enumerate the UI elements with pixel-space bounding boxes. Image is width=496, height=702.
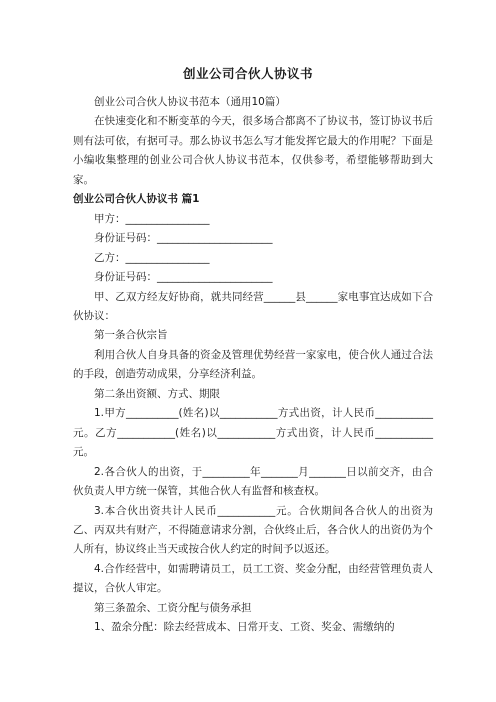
article-2-clause-2: 2.各合伙人的出资，于_________年_______月_______日以前交齐，由合伙负责人甲方统一保管，其他合伙人有监督和核查权。 <box>73 465 433 498</box>
document-title: 创业公司合伙人协议书 <box>182 66 313 81</box>
article-1-body: 利用合伙人自身具备的资金及管理优势经营一家家电，使合伙人通过合法的手段，创造劳动成果，分享经济利益。 <box>73 348 433 381</box>
party-b-line: 乙方：________________ <box>94 251 210 264</box>
party-a-id-line: 身份证号码：______________________ <box>94 232 273 245</box>
article-3-title: 第三条盈余、工资分配与债务承担 <box>94 601 252 614</box>
article-2-title: 第二条出资额、方式、期限 <box>94 387 220 400</box>
article-2-clause-4: 4.合作经营中，如需聘请员工，员工工资、奖金分配，由经营管理负责人提议，合伙人审定。 <box>73 562 433 595</box>
party-a-line: 甲方：________________ <box>94 212 210 225</box>
article-2-clause-3: 3.本合伙出资共计人民币___________元。合伙期间各合伙人的出资为乙、丙双共有财产，不得随意请求分割，合伙终止后，各合伙人的出资仍为个人所有，协议终止当天或按合伙人约定的时间予以返还。 <box>73 504 433 556</box>
article-3-clause-1: 1、盈余分配：除去经营成本、日常开支、工资、奖金、需缴纳的 <box>94 621 395 634</box>
paragraph-agreement: 甲、乙双方经友好协商，就共同经营______县______家电事宜达成如下合伙协议： <box>73 290 433 322</box>
article-2-clause-1: 1.甲方__________(姓名)以___________方式出资，计人民币___________元。乙方___________(姓名)以___________方式出资，计人民币___________元。 <box>73 407 433 459</box>
article-1-title: 第一条合伙宗旨 <box>94 329 168 342</box>
document-body <box>73 93 433 638</box>
section-heading: 创业公司合伙人协议书 篇1 <box>73 193 200 206</box>
party-b-id-line: 身份证号码：______________________ <box>94 271 273 284</box>
paragraph-intro: 在快速变化和不断变革的今天，很多场合都离不了协议书，签订协议书后则有法可依，有据可寻。那么协议书怎么写才能发挥它最大的作用呢？下面是小编收集整理的创业公司合伙人协议书范本，仅供参考，希望能够帮助到大家。 <box>73 115 433 186</box>
paragraph-subtitle: 创业公司合伙人协议书范本（通用10篇） <box>94 96 286 108</box>
